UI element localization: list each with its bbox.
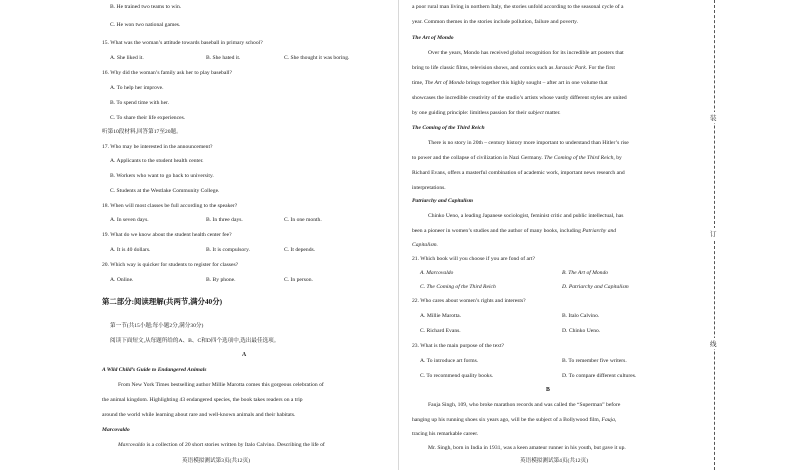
passage-a-line-2: the animal kingdom. Highlighting 43 endangered species, the book takes readers on a trip [102, 397, 303, 403]
art-line-5: by one guiding principle: limitless passion for their subject matter. [412, 110, 561, 116]
page-divider [398, 0, 399, 470]
q16-option-c: C. To share their life experiences. [110, 115, 186, 121]
question-18: 18. When will most classes be full according to the speaker? [102, 203, 238, 209]
reich-line-4: interpretations. [412, 185, 446, 191]
passage-b-line-4: Mr. Singh, born in India in 1931, was a keen amateur runner in his youth, but gave it up. [428, 445, 626, 451]
listening-instruction: 听第10段材料,回答第17至20题。 [102, 129, 182, 135]
section-b-label: B [546, 387, 550, 393]
question-16: 16. Why did the woman’s family ask her to play baseball? [102, 70, 232, 76]
question-17: 17. Who may be interested in the announcement? [102, 144, 213, 150]
q14-option-b: B. He trained two teams to win. [110, 4, 182, 10]
q22-option-a: A. Millie Marotta. [420, 313, 462, 319]
marcovaldo-line-3: year. Common themes in the stories include pollution, failure and poverty. [412, 19, 579, 25]
q21-option-a: A. Marcovaldo [420, 270, 454, 276]
section1-info: 第一节(共15小题;每小题2分,满分30分) [110, 323, 204, 329]
binding-label-xian: 线 [710, 338, 717, 349]
q21-option-b: B. The Art of Mondo [562, 270, 609, 276]
binding-label-ding: 订 [710, 228, 717, 239]
passage-a-line-3: around the world while learning about rare and well-known animals and their habitats. [102, 412, 296, 418]
passage-b-line-3: tracing his remarkable career. [412, 431, 479, 437]
q18-option-a: A. In seven days. [110, 217, 149, 223]
q19-option-a: A. It is 40 dollars. [110, 247, 151, 253]
art-line-3: time, The Art of Mondo brings together this highly sought – after art in one volume that [412, 80, 608, 86]
passage-a-title: A Wild Child’s Guide to Endangered Animals [102, 367, 207, 373]
passage-b-line-2: hanging up his running shoes six years ago, will be the subject of a Bollywood film, Fauja, [412, 417, 617, 423]
q20-option-a: A. Online. [110, 277, 134, 283]
q22-option-d: D. Chinko Ueno. [562, 328, 601, 334]
reich-line-2: to power and the collapse of civilization in Nazi Germany. The Coming of the Third Reich, by [412, 155, 622, 161]
question-15: 15. What was the woman’s attitude towards baseball in primary school? [102, 40, 263, 46]
art-of-mondo-title: The Art of Mondo [412, 35, 454, 41]
q15-option-c: C. She thought it was boring. [284, 55, 350, 61]
q19-option-c: C. It depends. [284, 247, 316, 253]
q15-option-a: A. She liked it. [110, 55, 144, 61]
right-page-footer: 英语模拟测试第4页(共12页) [520, 458, 589, 464]
q14-option-c: C. He won two national games. [110, 22, 181, 28]
part2-heading: 第二部分:阅读理解(共两节,满分40分) [102, 297, 223, 306]
left-page-footer: 英语模拟测试第3页(共12页) [182, 458, 251, 464]
q23-option-b: B. To remember five writers. [562, 358, 627, 364]
question-21: 21. Which book will you choose if you are fond of art? [412, 256, 535, 262]
marcovaldo-title: Marcovaldo [102, 427, 130, 433]
q22-option-b: B. Italo Calvino. [562, 313, 600, 319]
marcovaldo-line-2: a poor rural man living in northern Italy, the stories unfold according to the seasonal cycle of a [412, 4, 624, 10]
question-23: 23. What is the main purpose of the text? [412, 343, 505, 349]
q21-option-c: C. The Coming of the Third Reich [420, 284, 496, 290]
third-reich-title: The Coming of the Third Reich [412, 125, 485, 131]
art-line-2: bring to life classic films, television shows, and comics such as Jurassic Park. For the first [412, 65, 615, 71]
patriarchy-line-3: Capitalism. [412, 242, 438, 248]
q18-option-c: C. In one month. [284, 217, 322, 223]
section-a-label: A [242, 352, 247, 358]
q23-option-d: D. To compare different cultures. [562, 373, 637, 379]
art-line-1: Over the years, Mondo has received global recognition for its incredible art posters that [428, 50, 624, 56]
patriarchy-line-2: been a pioneer in women’s studies and the author of many books, including Patriarchy and [412, 228, 617, 234]
q20-option-c: C. In person. [284, 277, 313, 283]
q20-option-b: B. By phone. [206, 277, 236, 283]
q17-option-a: A. Applicants to the student health center. [110, 158, 204, 164]
question-19: 19. What do we know about the student health center fee? [102, 232, 232, 238]
q16-option-b: B. To spend time with her. [110, 100, 170, 106]
reading-instruction: 阅读下面短文,从每题所给的A、B、C和D四个选项中,选出最佳选项。 [110, 338, 280, 344]
patriarchy-line-1: Chinko Ueno, a leading Japanese sociologist, feminist critic and public intellectual, has [428, 213, 624, 219]
question-22: 22. Who cares about women’s rights and interests? [412, 298, 526, 304]
q16-option-a: A. To help her improve. [110, 85, 164, 91]
q22-option-c: C. Richard Evans. [420, 328, 461, 334]
marcovaldo-line-1: Marcovaldo is a collection of 20 short stories written by Italo Calvino. Describing the life of [118, 442, 325, 448]
q17-option-b: B. Workers who want to go back to university. [110, 173, 214, 179]
passage-b-line-1: Fauja Singh, 109, who broke marathon records and was called the “Superman” before [428, 402, 621, 408]
q21-option-d: D. Patriarchy and Capitalism [562, 284, 629, 290]
q17-option-c: C. Students at the Westlake Community College. [110, 188, 220, 194]
q23-option-a: A. To introduce art forms. [420, 358, 479, 364]
q19-option-b: B. It is compulsory. [206, 247, 250, 253]
q23-option-c: C. To recommend quality books. [420, 373, 494, 379]
binding-label-zhuang: 装 [710, 112, 717, 123]
reich-line-1: There is no story in 20th – century history more important to understand than Hitler’s rise [428, 140, 629, 146]
art-line-4: showcases the incredible creativity of the studio’s artists whose vastly different styles are united [412, 95, 627, 101]
passage-a-line-1: From New York Times bestselling author Millie Marotta comes this gorgeous celebration of [118, 382, 324, 388]
q15-option-b: B. She hated it. [206, 55, 241, 61]
reich-line-3: Richard Evans, offers a masterful combination of academic work, important news research and [412, 170, 625, 176]
q18-option-b: B. In three days. [206, 217, 243, 223]
patriarchy-title: Patriarchy and Capitalism [412, 198, 473, 204]
question-20: 20. Which way is quicker for students to register for classes? [102, 262, 239, 268]
